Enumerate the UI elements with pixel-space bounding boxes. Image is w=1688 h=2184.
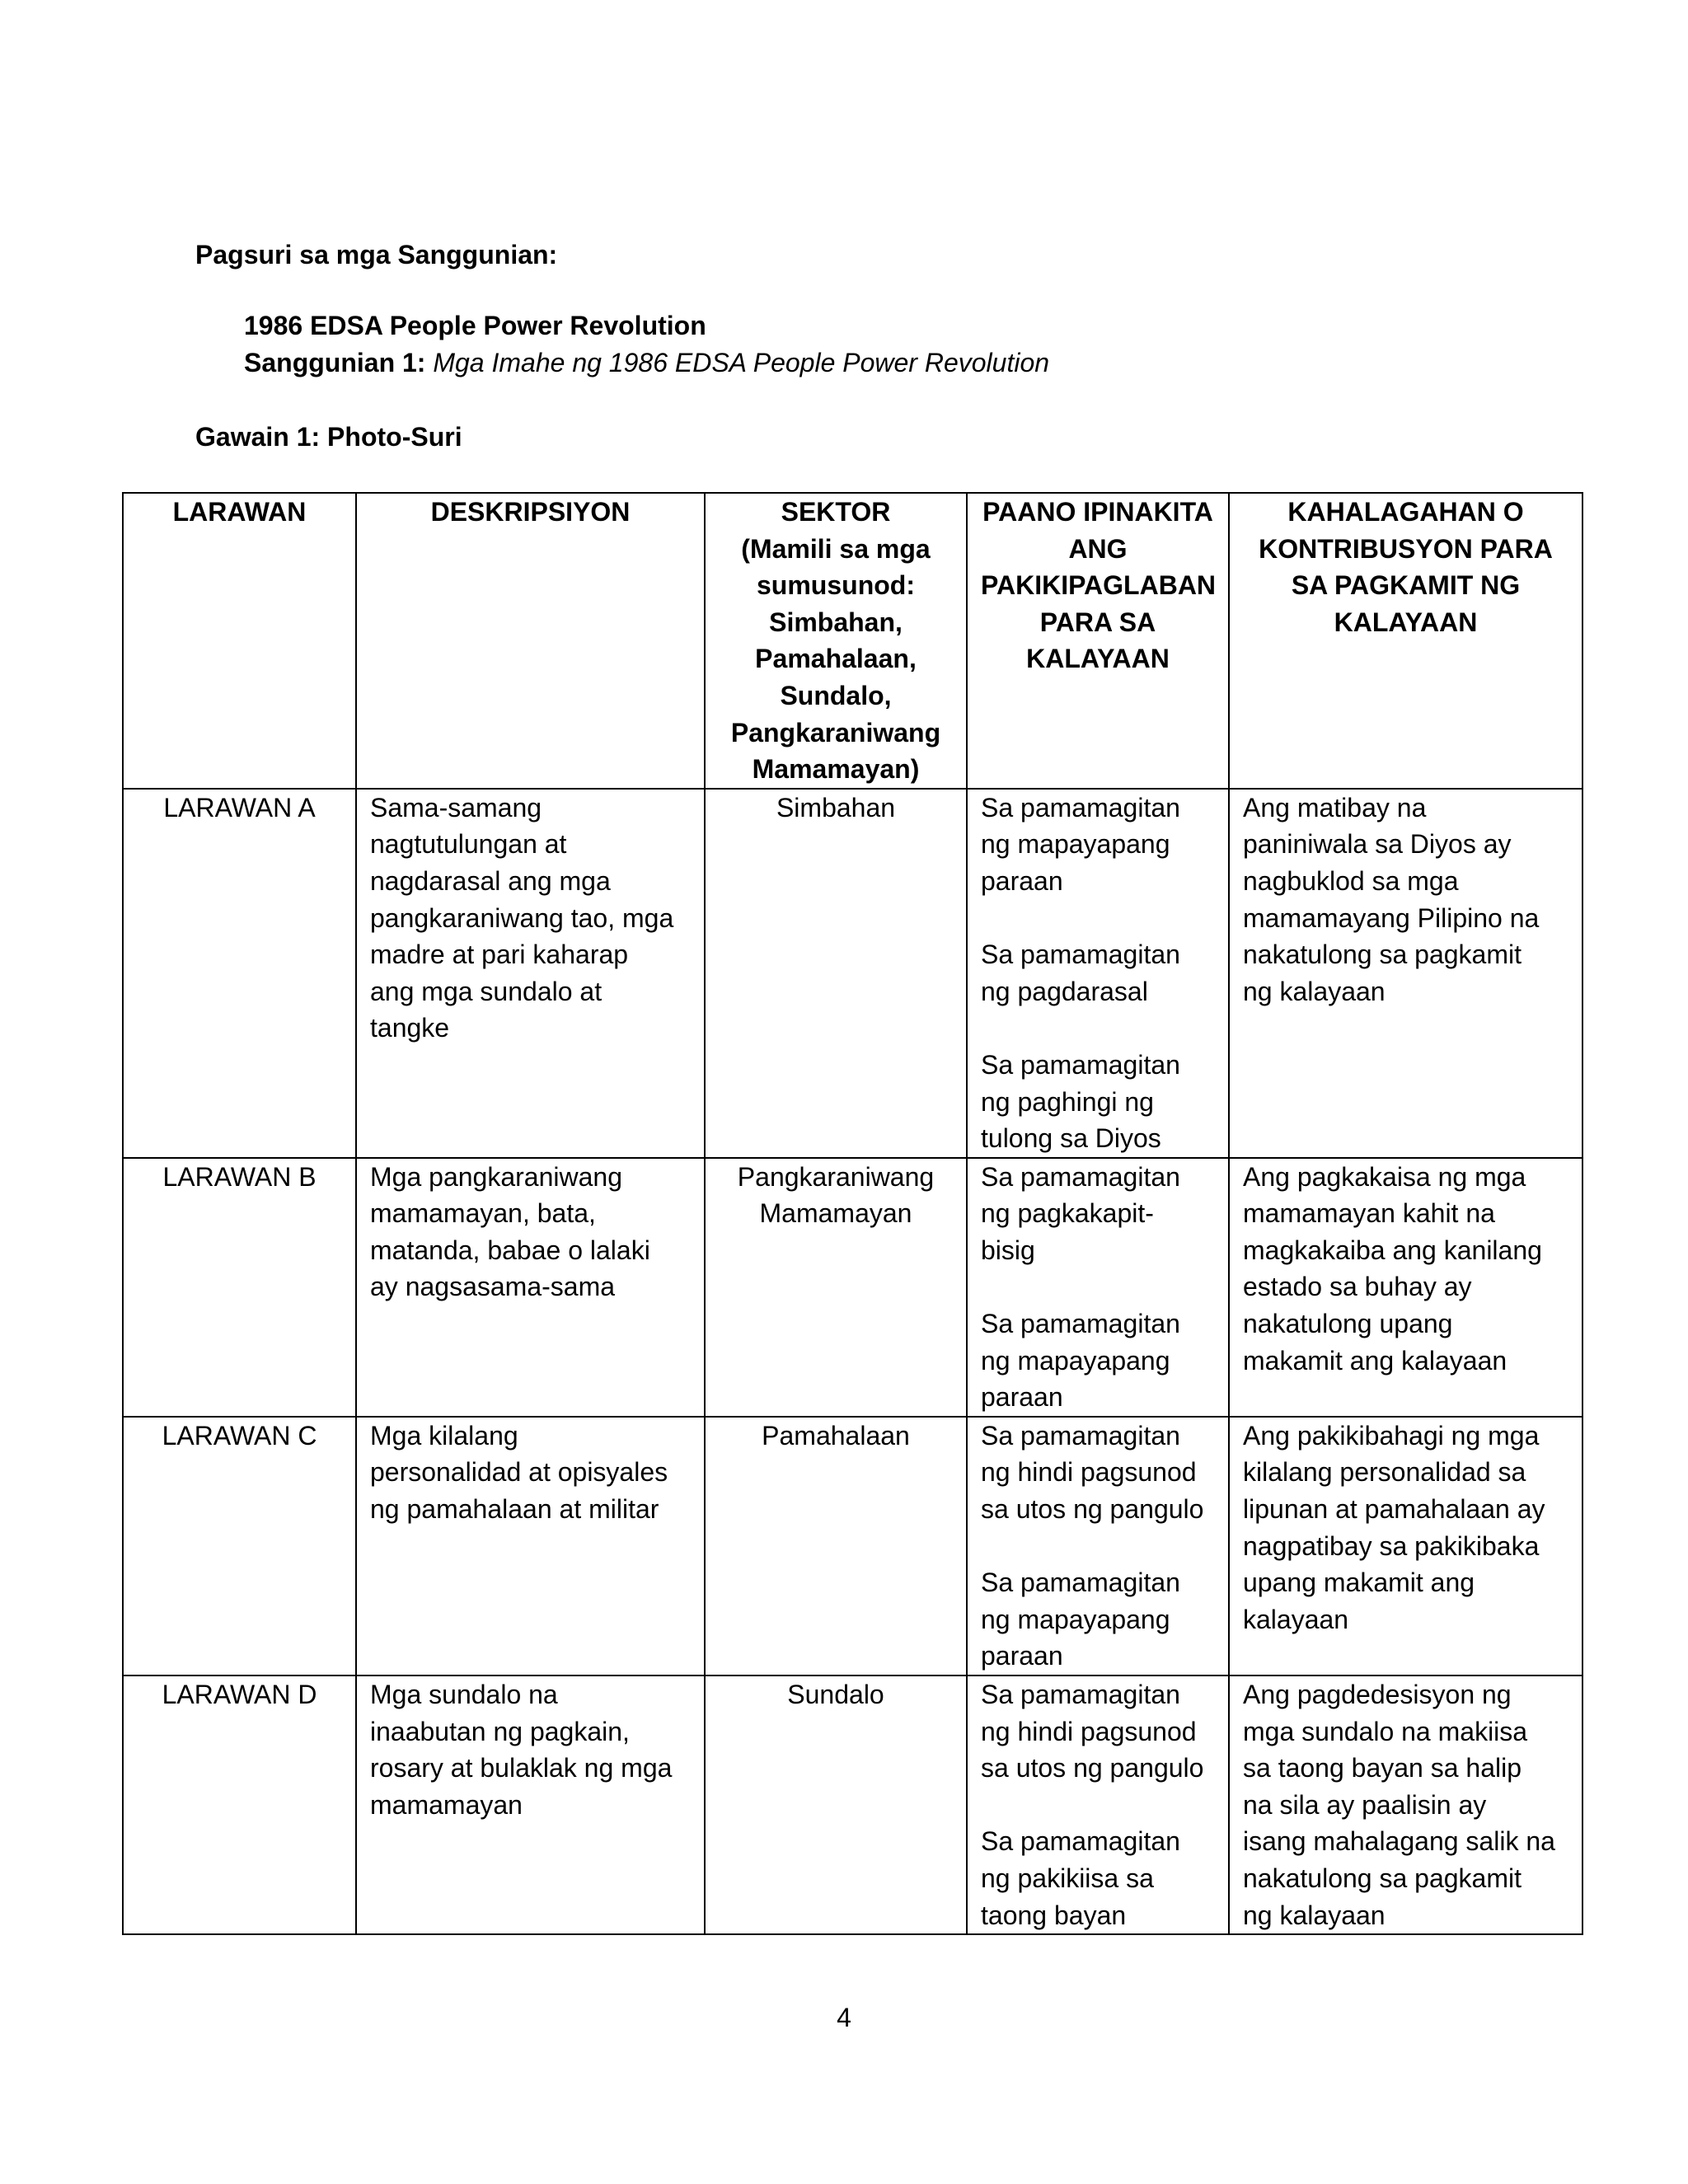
section-title: Pagsuri sa mga Sanggunian:: [195, 240, 558, 269]
row-how: [967, 789, 1229, 1158]
page-number: 4: [837, 2003, 851, 2032]
row-description: Mga kilalang personalidad at opisyales ng pamahalaan at militar: [356, 1417, 705, 1675]
table-row: [123, 1417, 1582, 1675]
row-sector: Pangkaraniwang Mamamayan: [705, 1158, 967, 1417]
how-item: Sa pamamagitan ng hindi pagsunod sa utos ng pangulo: [981, 1420, 1204, 1525]
table-row: [123, 789, 1582, 1158]
row-importance: Ang pagkakaisa ng mga mamamayan kahit na magkakaiba ang kanilang estado sa buhay ay nakatulong upang makamit ang kalayaan: [1229, 1158, 1582, 1417]
header-deskripsiyon: DESKRIPSIYON: [356, 493, 705, 789]
how-item: Sa pamamagitan ng pakikiisa sa taong bayan: [981, 1826, 1180, 1930]
photo-suri-table: [122, 492, 1583, 1935]
row-description: Mga sundalo na inaabutan ng pagkain, rosary at bulaklak ng mga mamamayan: [356, 1675, 705, 1934]
source-title: Mga Imahe ng 1986 EDSA People Power Revolution: [433, 348, 1050, 377]
how-item: Sa pamamagitan ng paghingi ng tulong sa Diyos: [981, 1049, 1180, 1154]
row-how: [967, 1417, 1229, 1675]
row-description: Sama-samang nagtutulungan at nagdarasal ang mga pangkaraniwang tao, mga madre at pari kaharap ang mga sundalo at tangke: [356, 789, 705, 1158]
row-sector: Sundalo: [705, 1675, 967, 1934]
how-item: Sa pamamagitan ng pagdarasal: [981, 940, 1180, 1006]
row-sector: Pamahalaan: [705, 1417, 967, 1675]
how-item: Sa pamamagitan ng pagkakapit- bisig: [981, 1161, 1180, 1265]
row-label: LARAWAN B: [123, 1158, 356, 1417]
how-item: Sa pamamagitan ng mapayapang paraan: [981, 792, 1180, 896]
table-row: [123, 1675, 1582, 1934]
row-how: [967, 1158, 1229, 1417]
row-how: [967, 1675, 1229, 1934]
row-sector: Simbahan: [705, 789, 967, 1158]
activity-title: Gawain 1: Photo-Suri: [195, 422, 462, 452]
source-label: Sanggunian 1:: [244, 348, 426, 377]
row-label: LARAWAN D: [123, 1675, 356, 1934]
row-importance: Ang pakikibahagi ng mga kilalang personalidad sa lipunan at pamahalaan ay nagpatibay sa pakikibaka upang makamit ang kalayaan: [1229, 1417, 1582, 1675]
topic-title: 1986 EDSA People Power Revolution: [244, 311, 706, 340]
row-label: LARAWAN C: [123, 1417, 356, 1675]
source-line: [244, 344, 1049, 381]
header-paano: PAANO IPINAKITA ANG PAKIKIPAGLABAN PARA SA KALAYAAN: [967, 493, 1229, 789]
how-item: Sa pamamagitan ng mapayapang paraan: [981, 1568, 1180, 1671]
header-sektor: SEKTOR (Mamili sa mga sumusunod: Simbahan, Pamahalaan, Sundalo, Pangkaraniwang Mamamayan): [705, 493, 967, 789]
row-label: LARAWAN A: [123, 789, 356, 1158]
table-header-row: [123, 493, 1582, 789]
how-item: Sa pamamagitan ng hindi pagsunod sa utos ng pangulo: [981, 1680, 1204, 1783]
header-larawan: LARAWAN: [123, 493, 356, 789]
how-item: Sa pamamagitan ng mapayapang paraan: [981, 1309, 1180, 1413]
row-importance: Ang pagdedesisyon ng mga sundalo na makiisa sa taong bayan sa halip na sila ay paalisin ay isang mahalagang salik na nakatulong sa pagkamit ng kalayaan: [1229, 1675, 1582, 1934]
row-importance: Ang matibay na paniniwala sa Diyos ay nagbuklod sa mga mamamayang Pilipino na nakatulong sa pagkamit ng kalayaan: [1229, 789, 1582, 1158]
header-kahalagahan: KAHALAGAHAN O KONTRIBUSYON PARA SA PAGKAMIT NG KALAYAAN: [1229, 493, 1582, 789]
table-row: [123, 1158, 1582, 1417]
row-description: Mga pangkaraniwang mamamayan, bata, matanda, babae o lalaki ay nagsasama-sama: [356, 1158, 705, 1417]
